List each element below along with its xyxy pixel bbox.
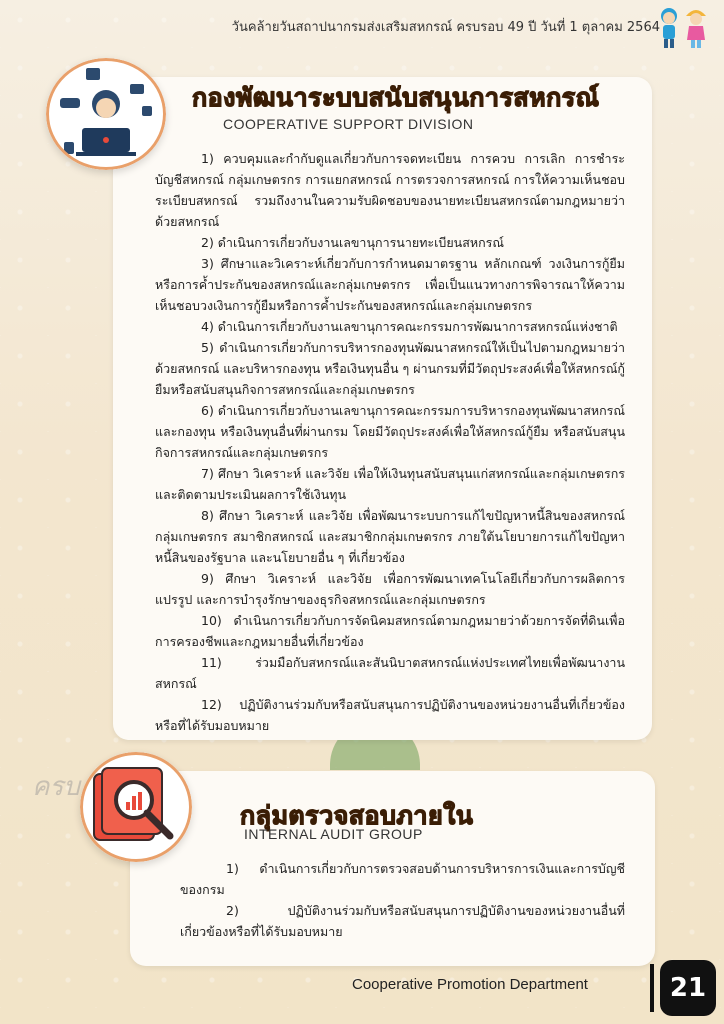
- support-division-duties: [155, 148, 625, 736]
- section-subtitle-internal-audit: INTERNAL AUDIT GROUP: [244, 826, 423, 842]
- internal-audit-duties: [180, 858, 625, 942]
- duty-item: 2) ปฏิบัติงานร่วมกับหรือสนับสนุนการปฏิบัติงานของหน่วยงานอื่นที่เกี่ยวข้องหรือที่ได้รับมอบหมาย: [180, 903, 625, 939]
- footer-department-name: Cooperative Promotion Department: [352, 976, 588, 993]
- footer-divider: [650, 964, 654, 1012]
- anniversary-header: [160, 12, 660, 40]
- emblem-ring: [80, 752, 192, 862]
- support-division-emblem: [46, 58, 166, 170]
- duty-item: 10) ดำเนินการเกี่ยวกับการจัดนิคมสหกรณ์ตามกฎหมายว่าด้วยการจัดที่ดินเพื่อการครองชีพและกฎหมายอื่นที่เกี่ยวข้อง: [155, 613, 625, 649]
- emblem-ring: [46, 58, 166, 170]
- mascot-girl-icon: [684, 6, 708, 50]
- duty-item: 1) ควบคุมและกำกับดูแลเกี่ยวกับการจดทะเบียน การควบ การเลิก การชำระบัญชีสหกรณ์ กลุ่มเกษตรกร การแยกสหกรณ์ การตรวจการสหกรณ์ การให้ความเห็นชอบระเบียบสหกรณ์ รวมถึงงานในความรับผิดชอบของนายทะเบียนสหกรณ์ตามกฎหมายว่าด้วยสหกรณ์: [155, 151, 625, 229]
- duty-item: 6) ดำเนินการเกี่ยวกับงานเลขานุการคณะกรรมการบริหารกองทุนพัฒนาสหกรณ์และกองทุน หรือเงินทุนอื่นที่ผ่านกรม โดยมีวัตถุประสงค์เพื่อให้สหกรณ์กู้ยืม หรือสนับสนุนกิจการสหกรณ์และกลุ่มเกษตรกร: [155, 403, 625, 460]
- duty-item: 12) ปฏิบัติงานร่วมกับหรือสนับสนุนการปฏิบัติงานของหน่วยงานอื่นที่เกี่ยวข้องหรือที่ได้รับมอบหมาย: [155, 697, 625, 733]
- duty-item: 11) ร่วมมือกับสหกรณ์และสันนิบาตสหกรณ์แห่งประเทศไทยเพื่อพัฒนางานสหกรณ์: [155, 655, 625, 691]
- duty-item: 9) ศึกษา วิเคราะห์ และวิจัย เพื่อการพัฒนาเทคโนโลยีเกี่ยวกับการผลิตการแปรรูป และการบำรุงรักษาของธุรกิจสหกรณ์และกลุ่มเกษตรกร: [155, 571, 625, 607]
- page-number-badge: 21: [660, 960, 716, 1016]
- section-title-support-division: กองพัฒนาระบบสนับสนุนการสหกรณ์: [192, 83, 600, 112]
- mascot-boy-icon: [657, 6, 681, 50]
- internal-audit-emblem: [80, 752, 192, 862]
- duty-item: 5) ดำเนินการเกี่ยวกับการบริหารกองทุนพัฒนาสหกรณ์ให้เป็นไปตามกฎหมายว่าด้วยสหกรณ์ และบริหารกองทุน หรือเงินทุนอื่น ๆ ผ่านกรมที่มีวัตถุประสงค์เพื่อให้สหกรณ์กู้ยืมหรือสนับสนุนกิจการสหกรณ์และกลุ่มเกษตรกร: [155, 340, 625, 397]
- duty-item: 1) ดำเนินการเกี่ยวกับการตรวจสอบด้านการบริหารการเงินและการบัญชีของกรม: [180, 861, 625, 897]
- header-text: วันคล้ายวันสถาปนากรมส่งเสริมสหกรณ์ ครบรอบ 49 ปี วันที่ 1 ตุลาคม 2564: [231, 19, 660, 35]
- duty-item: 7) ศึกษา วิเคราะห์ และวิจัย เพื่อให้เงินทุนสนับสนุนแก่สหกรณ์และกลุ่มเกษตรกรและติดตามประเมินผลการใช้เงินทุน: [155, 466, 625, 502]
- duty-item: 2) ดำเนินการเกี่ยวกับงานเลขานุการนายทะเบียนสหกรณ์: [201, 235, 504, 250]
- section-subtitle-support-division: COOPERATIVE SUPPORT DIVISION: [223, 116, 474, 132]
- section-title-internal-audit: กลุ่มตรวจสอบภายใน: [240, 801, 474, 830]
- duty-item: 8) ศึกษา วิเคราะห์ และวิจัย เพื่อพัฒนาระบบการแก้ไขปัญหาหนี้สินของสหกรณ์กลุ่มเกษตรกร สมาชิกสหกรณ์ และสมาชิกกลุ่มเกษตรกร ภายใต้นโยบายการแก้ไขปัญหาหนี้สินของรัฐบาล และนโยบายอื่น ๆ ที่เกี่ยวข้อง: [155, 508, 625, 565]
- background-decoration-text: ครบ: [32, 772, 80, 802]
- duty-item: 4) ดำเนินการเกี่ยวกับงานเลขานุการคณะกรรมการพัฒนาการสหกรณ์แห่งชาติ: [201, 319, 618, 334]
- duty-item: 3) ศึกษาและวิเคราะห์เกี่ยวกับการกำหนดมาตรฐาน หลักเกณฑ์ วงเงินการกู้ยืมหรือการค้ำประกันของสหกรณ์และกลุ่มเกษตรกร เพื่อเป็นแนวทางการพิจารณาให้ความเห็นชอบวงเงินการกู้ยืมหรือการค้ำประกันของสหกรณ์และกลุ่มเกษตรกร: [155, 256, 625, 313]
